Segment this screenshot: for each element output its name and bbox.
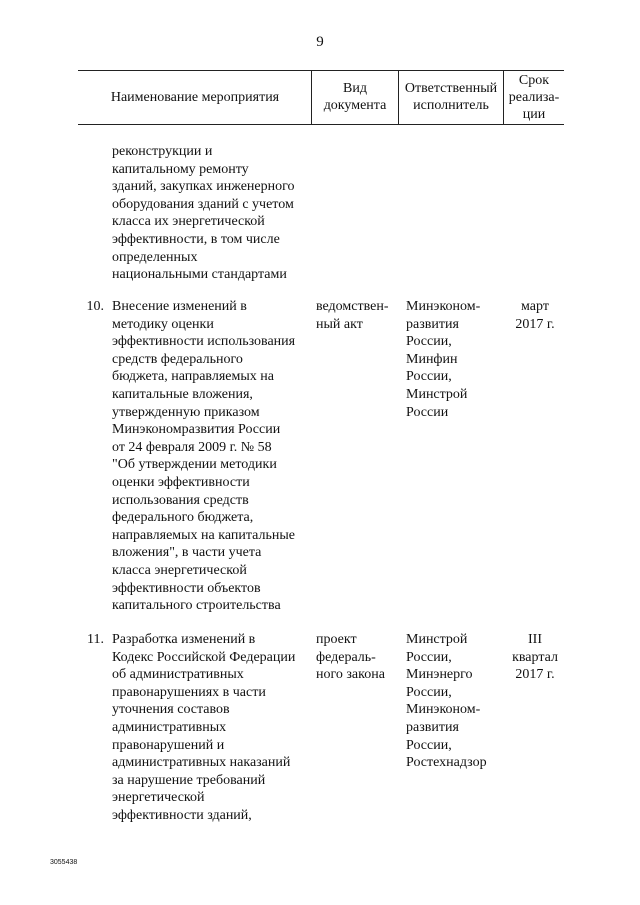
row-deadline: март 2017 г. bbox=[515, 299, 555, 332]
row-name: Разработка изменений в Кодекс Российской Федерации об административных правонарушениях в части уточнения составов административных правонарушений и административных наказаний за нарушение требований энергетической эффективности зданий, bbox=[112, 632, 296, 823]
table-header-bottom-rule bbox=[78, 124, 564, 125]
table-header-top-rule bbox=[78, 70, 564, 71]
document-id: 3055438 bbox=[50, 859, 78, 866]
header-deadline: Срок реализа- ции bbox=[508, 73, 560, 122]
row-responsible: Минэконом- развития России, Минфин России, Минстрой России bbox=[406, 299, 481, 420]
header-responsible: Ответственный исполнитель bbox=[404, 81, 498, 113]
row-responsible: Минстрой России, Минэнерго России, Минэконом- развития России, Ростехнадзор bbox=[406, 632, 487, 771]
row-number: 10. bbox=[86, 299, 104, 314]
row-doc-type: проект федераль- ного закона bbox=[316, 632, 385, 683]
row-name: Внесение изменений в методику оценки эффективности использования средств федерального бюджета, направляемых на капитальные вложения, утвержденную приказом Минэкономразвития России от 24 февраля 2009 г. № 58 "Об утверждении методики оценки эффективности использования средств федерального бюджета, направляемых на капитальные вложения", в части учета класса энергетической эффективности объектов капитального строительства bbox=[112, 299, 296, 614]
continuation-text: реконструкции и капитальному ремонту зданий, закупках инженерного оборудования зданий с учетом класса их энергетической эффективности, в том числе определенных национальными стандартами bbox=[112, 144, 295, 283]
row-deadline: III квартал 2017 г. bbox=[512, 632, 558, 683]
page-number: 9 bbox=[316, 34, 324, 50]
row-number: 11. bbox=[87, 632, 104, 647]
row-doc-type: ведомствен- ный акт bbox=[316, 299, 389, 332]
header-name: Наименование мероприятия bbox=[110, 90, 280, 105]
header-doc-type: Вид документа bbox=[323, 81, 387, 113]
